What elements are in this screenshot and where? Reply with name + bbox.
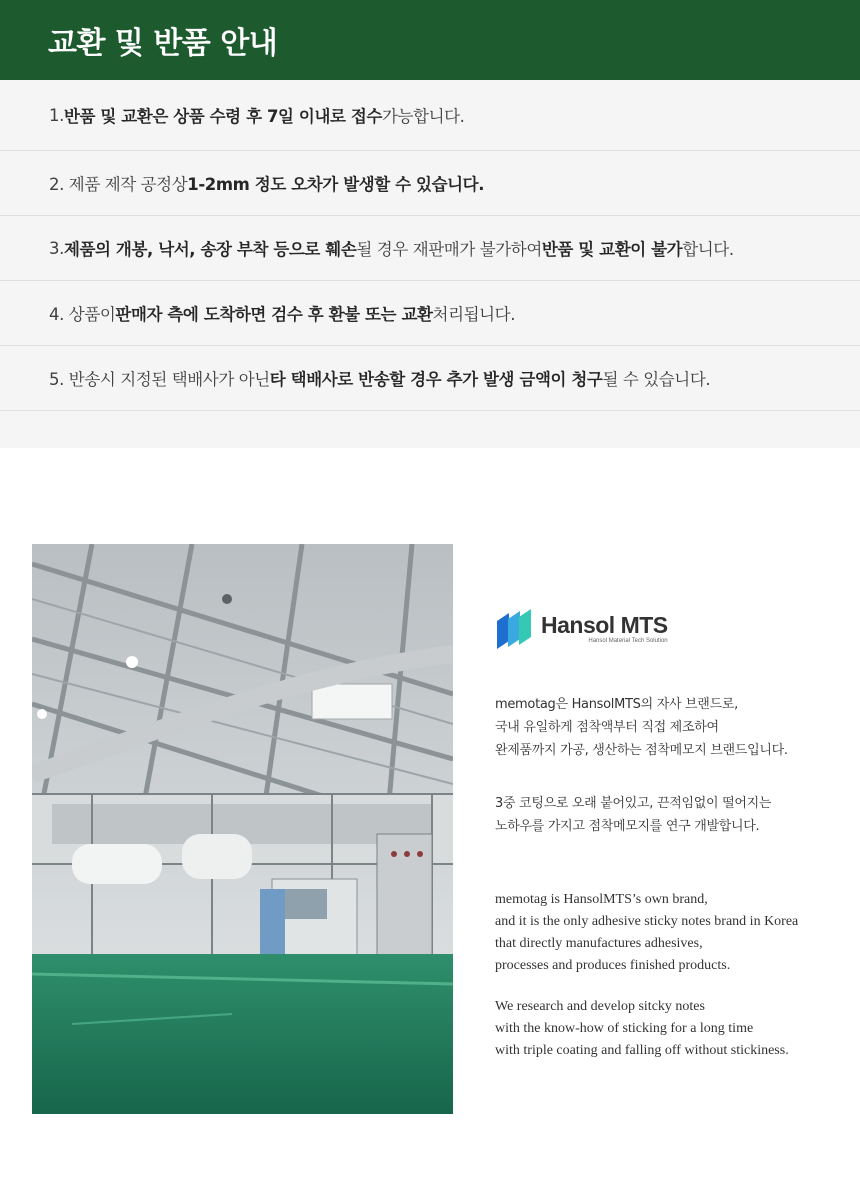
text-line: 완제품까지 가공, 생산하는 점착메모지 브랜드입니다. bbox=[495, 743, 788, 758]
notice-text-segment: 될 경우 재판매가 불가하여 bbox=[356, 240, 542, 259]
text-line: and it is the only adhesive sticky notes brand in Korea bbox=[495, 914, 799, 929]
brand-name: Hansol MTS bbox=[541, 612, 668, 638]
notice-text-segment: 4. 상품이 bbox=[49, 305, 116, 324]
notice-text-segment: 합니다. bbox=[682, 240, 734, 259]
page-header bbox=[0, 0, 860, 80]
notice-text-segment: 될 수 있습니다. bbox=[602, 370, 711, 389]
about-ko-paragraph-2 bbox=[495, 792, 771, 838]
about-section bbox=[0, 448, 860, 1191]
text-line: We research and develop sitcky notes bbox=[495, 999, 705, 1014]
notice-text-segment: 3. bbox=[49, 238, 64, 258]
text-line: 3중 코팅으로 오래 붙어있고, 끈적임없이 떨어지는 bbox=[495, 796, 772, 811]
notice-text-segment: 제품의 개봉, 낙서, 송장 부착 등으로 훼손 bbox=[63, 240, 357, 259]
about-en-paragraph-1 bbox=[495, 889, 798, 977]
notice-text-segment: 2. 제품 제작 공정상 bbox=[49, 175, 188, 194]
notice-text-segment: 1-2mm 정도 오차가 발생할 수 있습니다. bbox=[187, 175, 485, 194]
text-line: 노하우를 가지고 점착메모지를 연구 개발합니다. bbox=[495, 819, 760, 834]
notice-text-segment: 타 택배사로 반송할 경우 추가 발생 금액이 청구 bbox=[269, 370, 603, 389]
notice-list bbox=[0, 80, 860, 448]
text-line: with triple coating and falling off without stickiness. bbox=[495, 1043, 789, 1058]
notice-text-segment: 반품 및 교환은 상품 수령 후 7일 이내로 접수 bbox=[63, 107, 382, 126]
text-line: processes and produces finished products. bbox=[495, 958, 731, 973]
brand-tagline: Hansol Material Tech Solution bbox=[588, 638, 668, 644]
about-en-paragraph-2 bbox=[495, 996, 789, 1062]
notice-item-1 bbox=[0, 80, 860, 151]
notice-item-2 bbox=[0, 151, 860, 216]
factory-photo bbox=[32, 544, 453, 1114]
notice-text-segment: 반품 및 교환이 불가 bbox=[541, 240, 683, 259]
notice-item-3 bbox=[0, 216, 860, 281]
text-line: memotag은 HansolMTS의 자사 브랜드로, bbox=[495, 697, 738, 712]
notice-item-4 bbox=[0, 281, 860, 346]
notice-text-segment: 1. bbox=[49, 105, 64, 125]
notice-text-segment: 판매자 측에 도착하면 검수 후 환불 또는 교환 bbox=[115, 305, 433, 324]
notice-item-5 bbox=[0, 346, 860, 411]
text-line: 국내 유일하게 점착액부터 직접 제조하여 bbox=[495, 720, 719, 735]
text-line: memotag is HansolMTS’s own brand, bbox=[495, 892, 708, 907]
brand-logo bbox=[495, 609, 668, 649]
text-line: with the know-how of sticking for a long time bbox=[495, 1021, 754, 1036]
notice-text-segment: 가능합니다. bbox=[381, 107, 465, 126]
page-title: 교환 및 반품 안내 bbox=[48, 26, 278, 61]
notice-text-segment: 처리됩니다. bbox=[432, 305, 516, 324]
about-ko-paragraph-1 bbox=[495, 693, 788, 762]
notice-text-segment: 5. 반송시 지정된 택배사가 아닌 bbox=[49, 370, 270, 389]
hansol-logo-icon bbox=[495, 609, 533, 649]
text-line: that directly manufactures adhesives, bbox=[495, 936, 703, 951]
